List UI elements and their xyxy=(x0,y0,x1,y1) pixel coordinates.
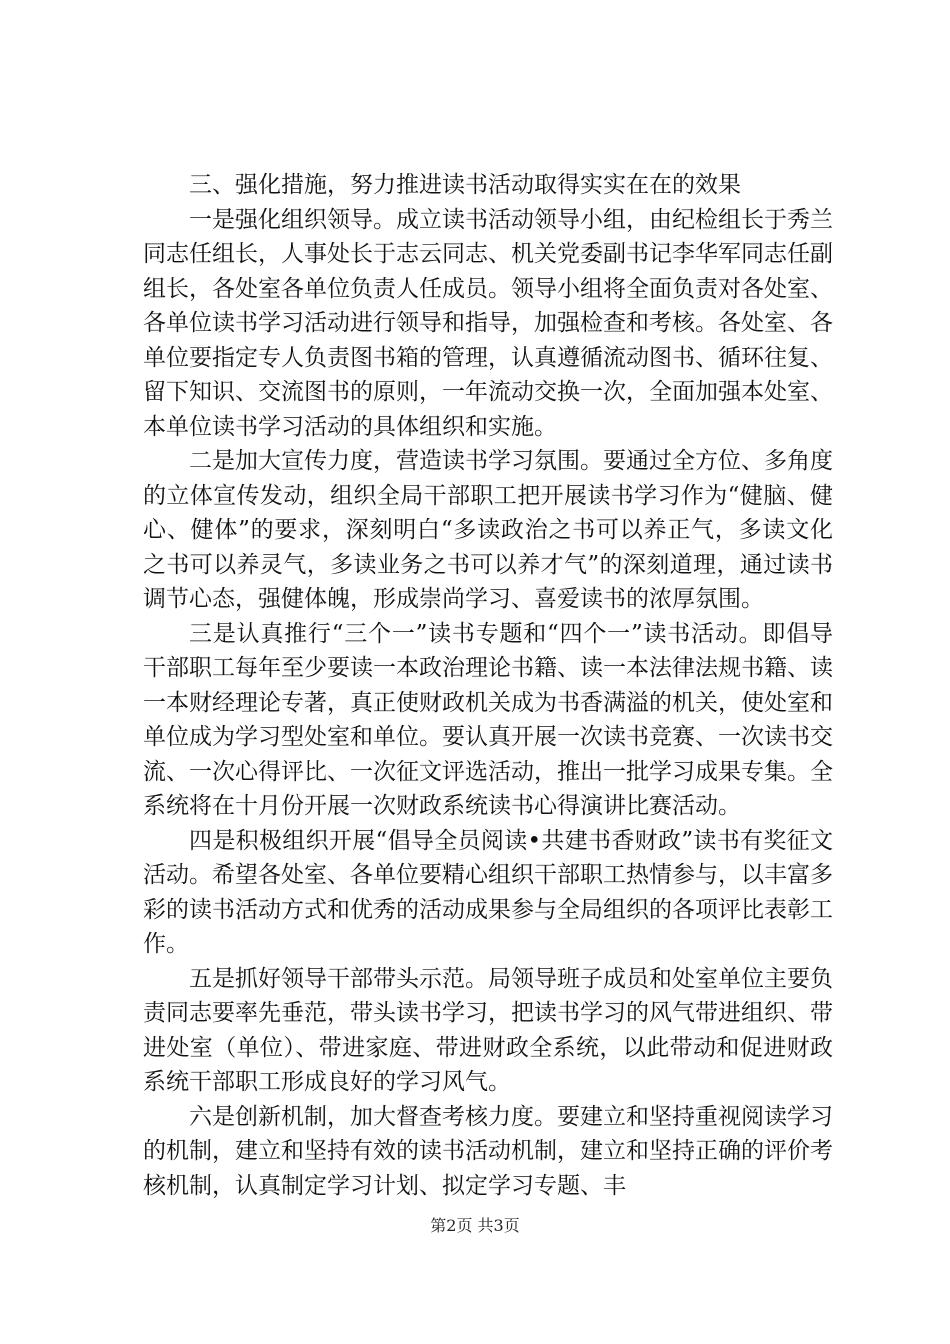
paragraph-publicity: 二是加大宣传力度，营造读书学习氛围。要通过全方位、多角度的立体宣传发动，组织全局干部职工把开展读书学习作为“健脑、健心、健体”的要求，深刻明白“多读政治之书可以养正气，多读文化之书可以养灵气，多读业务之书可以养才气”的深刻道理，通过读书调节心态，强健体魄，形成崇尚学习、喜爱读书的浓厚氛围。 xyxy=(143,448,833,612)
paragraph-mechanism: 六是创新机制，加大督查考核力度。要建立和坚持重视阅读学习的机制，建立和坚持有效的读书活动机制，建立和坚持正确的评价考核机制，认真制定学习计划、拟定学习专题、丰 xyxy=(143,1103,833,1199)
paragraph-essay-contest: 四是积极组织开展“倡导全员阅读•共建书香财政”读书有奖征文活动。希望各处室、各单位要精心组织干部职工热情参与，以丰富多彩的读书活动方式和优秀的活动成果参与全局组织的各项评比表彰工作。 xyxy=(143,827,833,957)
page-number-footer: 第2页 共3页 xyxy=(430,1216,520,1235)
paragraph-leadership-example: 五是抓好领导干部带头示范。局领导班子成员和处室单位主要负责同志要率先垂范，带头读书学习，把读书学习的风气带进组织、带进处室（单位）、带进家庭、带进财政全系统，以此带动和促进财政系统干部职工形成良好的学习风气。 xyxy=(143,965,833,1095)
paragraph-organization: 一是强化组织领导。成立读书活动领导小组，由纪检组长于秀兰同志任组长，人事处长于志云同志、机关党委副书记李华军同志任副组长，各处室各单位负责人任成员。领导小组将全面负责对各处室、各单位读书学习活动进行领导和指导，加强检查和考核。各处室、各单位要指定专人负责图书箱的管理，认真遵循流动图书、循环往复、留下知识、交流图书的原则，一年流动交换一次，全面加强本处室、本单位读书学习活动的具体组织和实施。 xyxy=(143,206,833,440)
document-body xyxy=(143,168,833,1203)
section-heading: 三、强化措施，努力推进读书活动取得实实在在的效果 xyxy=(189,172,741,198)
paragraph-reading-topics: 三是认真推行“三个一”读书专题和“四个一”读书活动。即倡导干部职工每年至少要读一本政治理论书籍、读一本法律法规书籍、读一本财经理论专著，真正使财政机关成为书香满溢的机关，使处室和单位成为学习型处室和单位。要认真开展一次读书竞赛、一次读书交流、一次心得评比、一次征文评选活动，推出一批学习成果专集。全系统将在十月份开展一次财政系统读书心得演讲比赛活动。 xyxy=(143,620,833,819)
